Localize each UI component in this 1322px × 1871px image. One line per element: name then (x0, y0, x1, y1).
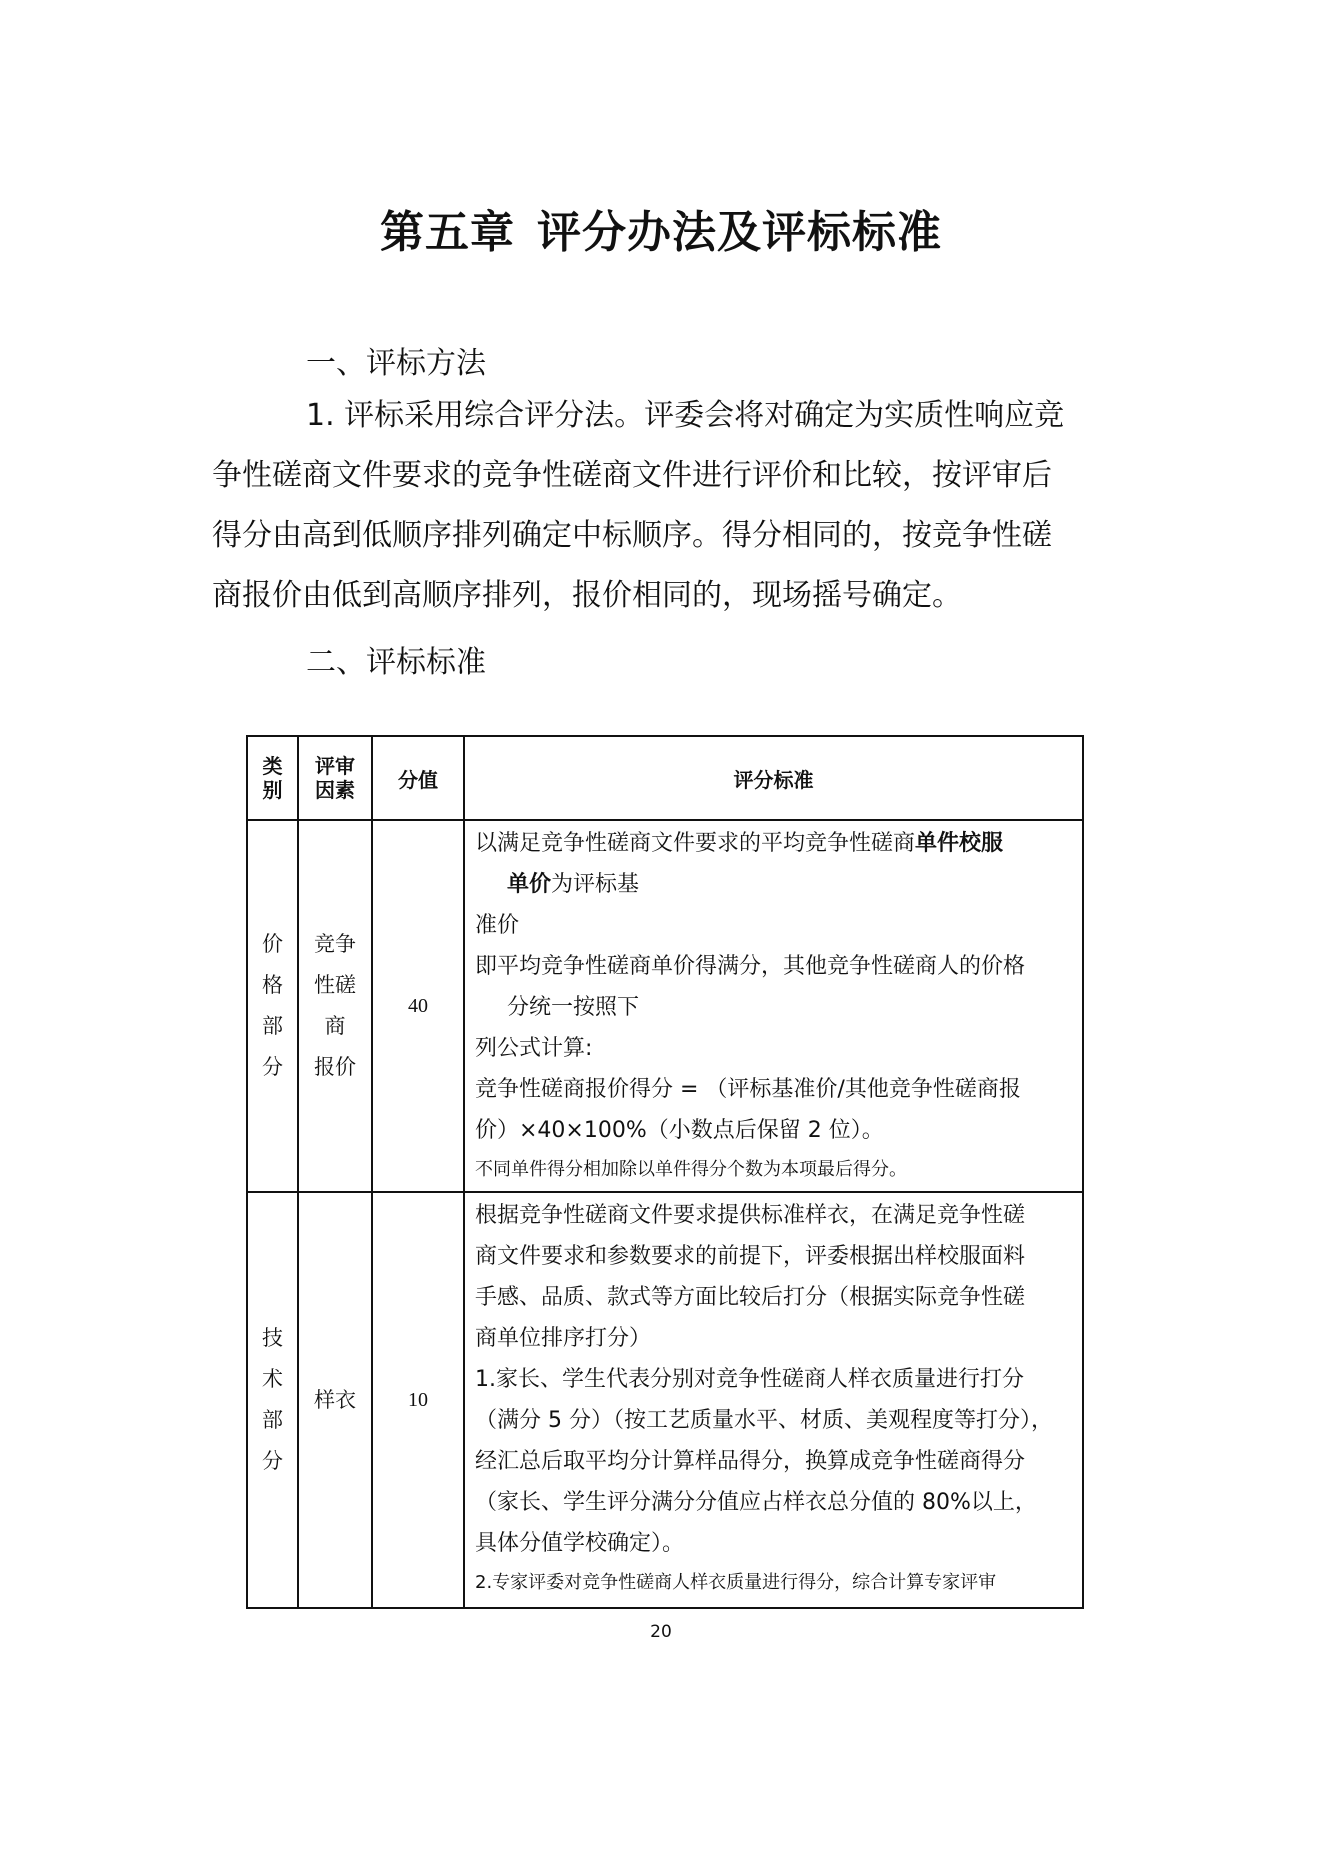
criteria-line (475, 864, 1074, 905)
criteria-bold-text: 单价 (507, 872, 552, 897)
criteria-line: 手感、品质、款式等方面比较后打分（根据实际竞争性磋 (475, 1285, 1026, 1310)
category-cell (247, 1192, 298, 1608)
method-paragraph (212, 386, 1112, 626)
criteria-line: （满分 5 分）（按工艺质量水平、材质、美观程度等打分）， (475, 1408, 1053, 1433)
criteria-line: 1.家长、学生代表分别对竞争性磋商人样衣质量进行打分 (475, 1367, 1024, 1392)
header-text: 评审 (315, 754, 355, 778)
page-number: 20 (650, 1622, 672, 1642)
criteria-line: 商文件要求和参数要求的前提下，评委根据出样校服面料 (475, 1244, 1026, 1269)
criteria-line: 分统一按照下 (507, 995, 640, 1020)
category-char: 术 (262, 1367, 283, 1391)
score-cell: 40 (372, 820, 464, 1192)
criteria-text: 为评标基 (551, 872, 640, 897)
criteria-cell (464, 820, 1083, 1192)
criteria-text: 以满足竞争性磋商文件要求的平均竞争性磋商 (475, 831, 916, 856)
header-score: 分值 (372, 736, 464, 820)
criteria-cell (464, 1192, 1083, 1608)
header-category (247, 736, 298, 820)
table-row (247, 820, 1083, 1192)
category-cell (247, 820, 298, 1192)
header-criteria: 评分标准 (464, 736, 1083, 820)
chapter-title (0, 196, 1322, 260)
criteria-line: （家长、学生评分满分分值应占样衣总分值的 80%以上， (475, 1490, 1037, 1515)
header-text: 类 (262, 754, 283, 778)
criteria-line: 经汇总后取平均分计算样品得分，换算成竞争性磋商得分 (475, 1449, 1026, 1474)
criteria-line: 具体分值学校确定）。 (475, 1531, 685, 1556)
criteria-line: 竞争性磋商报价得分 = （评标基准价/其他竞争性磋商报 (475, 1077, 1021, 1102)
score-cell: 10 (372, 1192, 464, 1608)
criteria-line: 准价 (475, 913, 520, 938)
category-char: 技 (262, 1326, 283, 1350)
criteria-line: 2.专家评委对竞争性磋商人样衣质量进行得分，综合计算专家评审 (475, 1572, 997, 1593)
table-header-row (247, 736, 1083, 820)
criteria-line: 即平均竞争性磋商单价得满分，其他竞争性磋商人的价格 (475, 954, 1026, 979)
category-char: 格 (262, 973, 283, 997)
factor-text: 性磋 (314, 973, 356, 997)
header-text: 因素 (315, 778, 355, 802)
scoring-table (246, 735, 1084, 1609)
category-char: 部 (262, 1014, 283, 1038)
factor-cell (298, 820, 372, 1192)
category-char: 部 (262, 1408, 283, 1432)
paragraph-line: 1. 评标采用综合评分法。评委会将对确定为实质性响应竞 (306, 398, 1065, 433)
paragraph-line: 争性磋商文件要求的竞争性磋商文件进行评价和比较，按评审后 (212, 458, 1052, 493)
section-heading-method: 一、评标方法 (306, 346, 486, 381)
paragraph-line: 商报价由低到高顺序排列，报价相同的，现场摇号确定。 (212, 578, 962, 613)
header-factor (298, 736, 372, 820)
criteria-line: 列公式计算: (475, 1036, 593, 1061)
criteria-line: 不同单件得分相加除以单件得分个数为本项最后得分。 (475, 1159, 907, 1180)
category-char: 价 (262, 932, 283, 956)
header-text: 别 (262, 778, 283, 802)
criteria-bold-text: 单件校服 (915, 831, 1004, 856)
criteria-line: 价）×40×100%（小数点后保留 2 位）。 (475, 1118, 884, 1143)
category-char: 分 (262, 1449, 283, 1473)
factor-cell (298, 1192, 372, 1608)
paragraph-line: 得分由高到低顺序排列确定中标顺序。得分相同的，按竞争性磋 (212, 518, 1052, 553)
factor-text: 商 (324, 1014, 346, 1038)
chapter-name: 评分办法及评标标准 (537, 207, 942, 258)
table-row (247, 1192, 1083, 1608)
factor-text: 竞争 (314, 932, 356, 956)
factor-text: 报价 (314, 1055, 356, 1079)
section-heading-standard: 二、评标标准 (306, 645, 486, 680)
category-char: 分 (262, 1055, 283, 1079)
criteria-line (475, 823, 1074, 864)
factor-text: 样衣 (314, 1387, 356, 1412)
chapter-number: 第五章 (380, 207, 515, 258)
criteria-line: 根据竞争性磋商文件要求提供标准样衣，在满足竞争性磋 (475, 1203, 1026, 1228)
criteria-line: 商单位排序打分） (475, 1326, 652, 1351)
